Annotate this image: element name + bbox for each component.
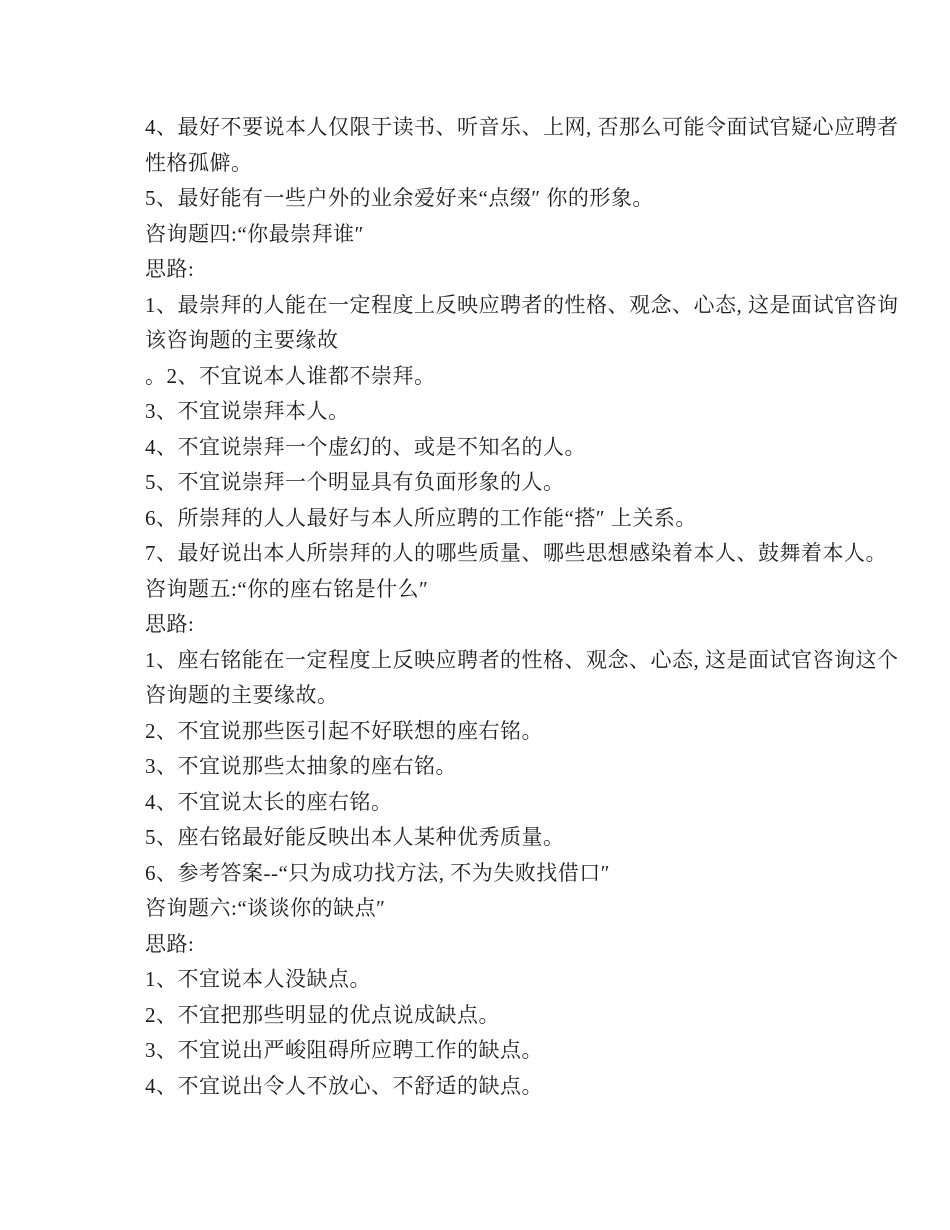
text-line: 2、不宜说那些医引起不好联想的座右铭。: [145, 718, 543, 743]
text-line: 4、最好不要说本人仅限于读书、听音乐、上网, 否那么可能令面试官疑心应聘者: [145, 115, 899, 139]
text-line: 7、最好说出本人所崇拜的人的哪些质量、哪些思想感染着本人、鼓舞着本人。: [145, 541, 887, 565]
text-line: 1、不宜说本人没缺点。: [145, 967, 371, 991]
text-line: 4、不宜说崇拜一个虚幻的、或是不知名的人。: [145, 434, 586, 459]
text-line: 6、所崇拜的人人最好与本人所应聘的工作能“搭″ 上关系。: [145, 505, 697, 530]
text-line: 5、不宜说崇拜一个明显具有负面形象的人。: [145, 470, 565, 494]
text-line: 咨询题六:“谈谈你的缺点″: [145, 896, 386, 920]
text-line: 。2、不宜说本人谁都不崇拜。: [145, 363, 436, 388]
text-line: 该咨询题的主要缘故: [145, 328, 339, 352]
text-line: 咨询题的主要缘故。: [145, 683, 339, 707]
text-line: 4、不宜说出令人不放心、不舒适的缺点。: [145, 1073, 543, 1098]
text-line: 5、座右铭最好能反映出本人某种优秀质量。: [145, 825, 565, 849]
text-line: 3、不宜说崇拜本人。: [145, 399, 350, 423]
text-line: 6、参考答案--“只为成功找方法, 不为失败找借口″: [145, 860, 611, 885]
text-line: 5、最好能有一些户外的业余爱好来“点缀″ 你的形象。: [145, 186, 654, 210]
text-line: 性格孤僻。: [145, 150, 253, 175]
text-line: 1、最崇拜的人能在一定程度上反映应聘者的性格、观念、心态, 这是面试官咨询: [145, 292, 899, 317]
text-line: 咨询题四:“你最崇拜谁″: [145, 221, 364, 246]
text-line: 2、不宜把那些明显的优点说成缺点。: [145, 1002, 500, 1027]
text-line: 1、座右铭能在一定程度上反映应聘者的性格、观念、心态, 这是面试官咨询这个: [145, 647, 899, 672]
text-line: 咨询题五:“你的座右铭是什么″: [145, 576, 429, 601]
text-line: 思路:: [145, 612, 195, 636]
text-line: 3、不宜说那些太抽象的座右铭。: [145, 754, 457, 778]
text-line: 思路:: [145, 257, 195, 281]
text-line: 3、不宜说出严峻阻碍所应聘工作的缺点。: [145, 1038, 543, 1062]
text-line: 4、不宜说太长的座右铭。: [145, 789, 393, 814]
text-line: 思路:: [145, 931, 195, 956]
